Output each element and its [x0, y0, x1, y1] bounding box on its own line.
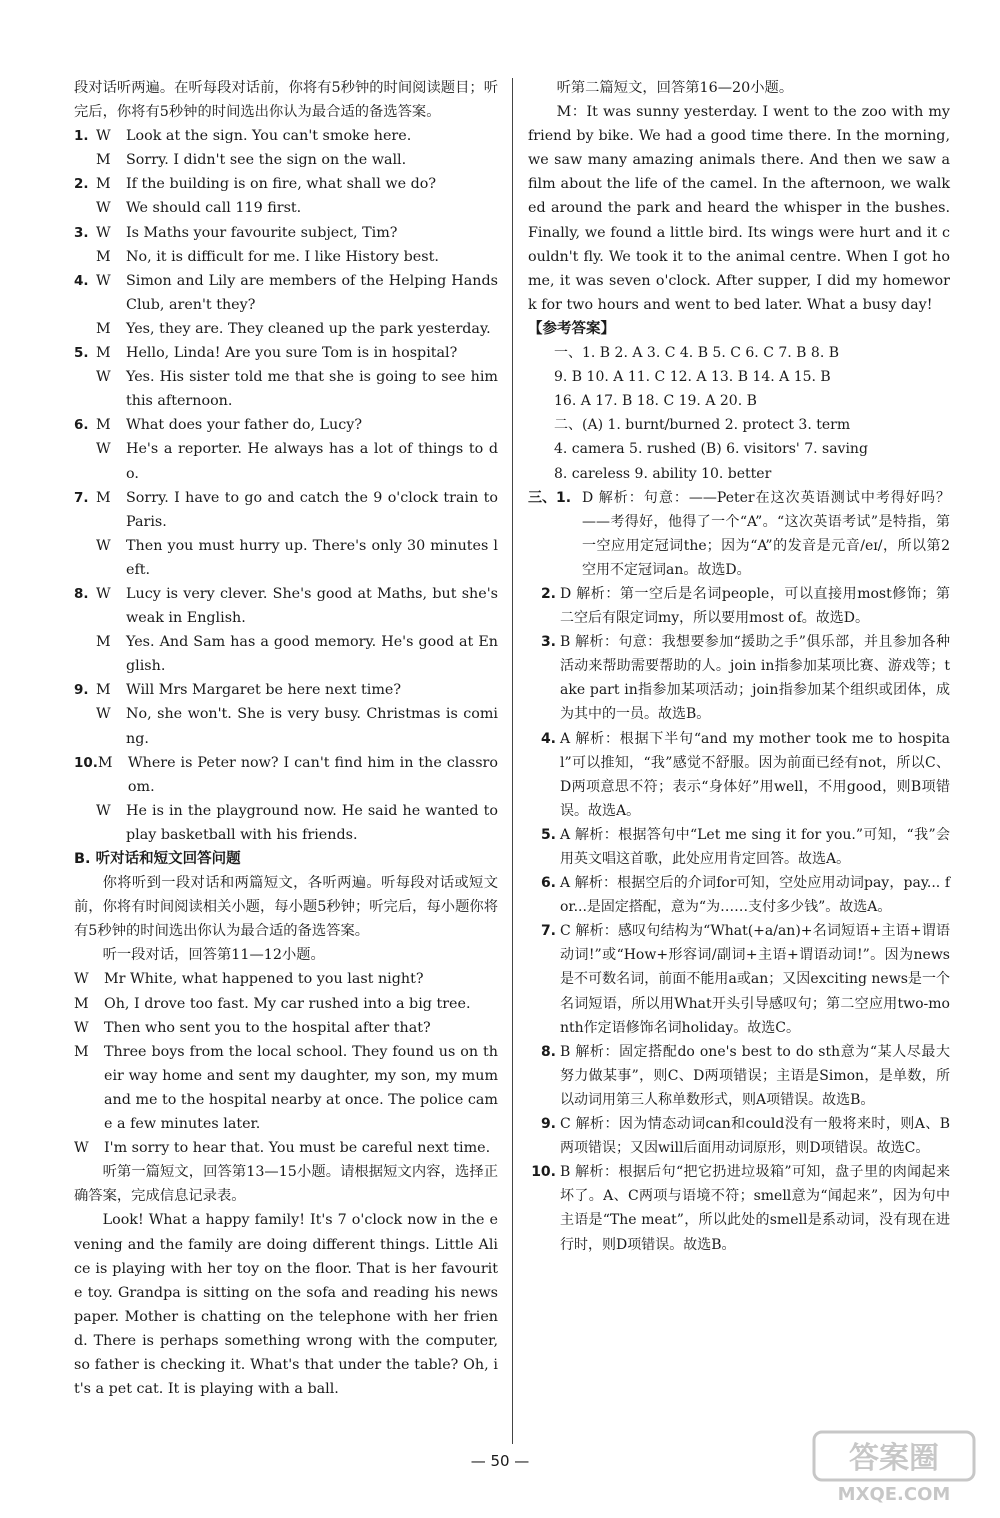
- section-b-instructions: 你将听到一段对话和两篇短文，各听两遍。听每段对话或短文前，你将有时间阅读相关小题，每小题5秒钟；听完后，每小题你将有5秒钟的时间选出你认为最合适的备选答案。: [74, 875, 498, 940]
- utterance: No, it is difficult for me. I like History best.: [126, 248, 439, 265]
- speaker: M: [97, 754, 113, 771]
- explanation-text: C 解析：因为情态动词can和could没有一般将来时，则A、B两项错误；又因will后面用动词原形，则D项错误。故选C。: [560, 1116, 950, 1157]
- dialogue-indent: [74, 148, 96, 172]
- explanation-text: B 解析：根据后句“把它扔进垃圾箱”可知，盘子里的肉闻起来坏了。A、C两项与语境不符；smell意为“闻起来”，因为句中主语是“The meat”，所以此处的smell是系动词，没有现在进行时，则D项错误。故选B。: [560, 1164, 950, 1253]
- dialogue-number: 9.: [74, 682, 89, 699]
- utterance: Then you must hurry up. There's only 30 minutes left.: [126, 537, 498, 578]
- explanation-number: 8.: [540, 1043, 556, 1060]
- dialogue-number: 6.: [74, 417, 89, 434]
- page-number: — 50 —: [470, 1452, 530, 1470]
- dialogue-number: 4.: [74, 272, 89, 289]
- utterance: We should call 119 first.: [126, 200, 302, 217]
- utterance: No, she won't. She is very busy. Christmas is coming.: [126, 706, 498, 747]
- answer-row: [528, 437, 950, 461]
- speaker: W: [96, 537, 111, 554]
- left-column: [74, 76, 498, 1401]
- dialogue-line: [74, 172, 498, 196]
- explanation-number: 6.: [540, 875, 556, 892]
- explanation-number: 2.: [540, 585, 556, 602]
- dialogue-number: 5.: [74, 345, 89, 362]
- dialogue-line: [74, 365, 498, 413]
- answer-indent: [528, 389, 554, 413]
- section-3-lead: 三、: [528, 489, 556, 506]
- speaker: M: [96, 417, 111, 434]
- dialogue-line: [74, 124, 498, 148]
- explanation-item: [528, 919, 950, 1039]
- explanation-text: B 解析：句意：我想要参加“援助之手”俱乐部，并且参加各种活动来帮助需要帮助的人。join in指参加某项比赛、游戏等；take part in指参加某项活动；join指参加某个组织或团体，成为其中的一员。故选B。: [560, 634, 950, 723]
- dialogue-number: 7.: [74, 489, 89, 506]
- explanation-item: [528, 871, 950, 919]
- dialogue-indent: [74, 317, 96, 341]
- utterance: I'm sorry to hear that. You must be careful next time.: [104, 1140, 491, 1157]
- dialogue-line: [74, 317, 498, 341]
- speaker: M: [96, 345, 111, 362]
- speaker: M: [96, 152, 111, 169]
- dialogue-line: [74, 992, 498, 1016]
- speaker: M: [96, 176, 111, 193]
- explanation-text: A 解析：根据答句中“Let me sing it for you.”可知，“我”会用英文唱这首歌，此处应用肯定回答。故选A。: [560, 826, 950, 867]
- speaker: M: [74, 1043, 89, 1060]
- dialogue-indent: [74, 630, 96, 678]
- explanation-item: [528, 486, 950, 582]
- watermark-logo: [810, 1428, 978, 1506]
- utterance: Yes, they are. They cleaned up the park yesterday.: [126, 320, 491, 337]
- utterance: What does your father do, Lucy?: [126, 417, 362, 434]
- explanation-number: 7.: [540, 923, 556, 940]
- speaker: W: [96, 585, 111, 602]
- speaker: M: [96, 634, 111, 651]
- dialogue-indent: [74, 702, 96, 750]
- explanation-number: 5.: [540, 826, 556, 843]
- answer-indent: [528, 365, 554, 389]
- dialogue-number: 2.: [74, 176, 89, 193]
- explanation-item: [528, 823, 950, 871]
- speaker: M: [96, 489, 111, 506]
- explanation-number: 9.: [540, 1116, 556, 1133]
- dialogue-indent: [74, 245, 96, 269]
- speaker: M: [96, 248, 111, 265]
- speaker: W: [96, 369, 111, 386]
- utterance: Sorry. I have to go and catch the 9 o'clock train to Paris.: [126, 489, 498, 530]
- answer-text: 9. B 10. A 11. C 12. A 13. B 14. A 15. B: [554, 369, 831, 386]
- speaker: W: [96, 200, 111, 217]
- dialogue-line: [74, 486, 498, 534]
- dialogue-line: [74, 799, 498, 847]
- answer-text: 16. A 17. B 18. C 19. A 20. B: [554, 393, 757, 410]
- dialogue-line: [74, 967, 498, 991]
- passage-1-intro: 听第一篇短文，回答第13—15小题。请根据短文内容，选择正确答案，完成信息记录表。: [74, 1164, 498, 1205]
- utterance: Oh, I drove too fast. My car rushed into a big tree.: [104, 995, 471, 1012]
- answer-row: [528, 341, 950, 365]
- passage-2-intro: 听第二篇短文，回答第16—20小题。: [556, 80, 794, 96]
- dialogue-line: [74, 630, 498, 678]
- explanation-number: 3.: [540, 634, 556, 651]
- answer-indent: [528, 341, 554, 365]
- explanation-item: [528, 582, 950, 630]
- dialogue-number: 3.: [74, 224, 89, 241]
- dialogue-line: [74, 678, 498, 702]
- dialogue-indent: [74, 365, 96, 413]
- answer-text: 一、1. B 2. A 3. C 4. B 5. C 6. C 7. B 8. B: [554, 345, 840, 362]
- answer-text: 8. careless 9. ability 10. better: [554, 465, 772, 482]
- dialogue-line: [74, 1136, 498, 1160]
- answer-row: [528, 462, 950, 486]
- right-column: [528, 76, 950, 1257]
- utterance: Mr White, what happened to you last night?: [104, 971, 424, 988]
- dialogue-line: [74, 534, 498, 582]
- dialogue-line: [74, 269, 498, 317]
- dialogue-number: 1.: [74, 128, 89, 145]
- dialogue-indent: [74, 534, 96, 582]
- utterance: Will Mrs Margaret be here next time?: [126, 682, 402, 699]
- utterance: Then who sent you to the hospital after that?: [104, 1019, 431, 1036]
- speaker: W: [96, 802, 111, 819]
- answer-row: [528, 413, 950, 437]
- explanation-item: [528, 630, 950, 726]
- speaker: W: [74, 971, 89, 988]
- explanation-text: D 解析：第一空后是名词people，可以直接用most修饰；第二空后有限定词my，所以要用most of。故选D。: [560, 585, 950, 627]
- dialogue-line: [74, 148, 498, 172]
- dialogue-list: [74, 124, 498, 847]
- dialogue-line: [74, 1040, 498, 1136]
- speaker: M: [96, 682, 111, 699]
- answer-row: [528, 365, 950, 389]
- answers-section-3: [528, 486, 950, 1257]
- utterance: Where is Peter now? I can't find him in the classroom.: [127, 754, 498, 795]
- explanation-text: A 解析：根据下半句“and my mother took me to hospital”可以推知，“我”感觉不舒服。因为前面已经有not，所以C、D两项意思不符；表示“身体好”用well，不用good，则B项错误。故选A。: [560, 730, 950, 819]
- dialogue-line: [74, 437, 498, 485]
- passage-2-text: M：It was sunny yesterday. I went to the zoo with my friend by bike. We had a good time there. In the morning, we saw many amazing animals there. And then we saw a film about the life of the camel. In the afternoon, we walked around the park and heard the whisper in the bushes. Finally, we found a little bird. Its wings were hurt and it couldn't fly. We took it to the animal centre. When I got home, it was seven o'clock. After supper, I did my homework for two hours and went to bed later. What a busy day!: [528, 104, 950, 313]
- utterance: Sorry. I didn't see the sign on the wall.: [126, 152, 407, 169]
- utterance: Yes. His sister told me that she is going to see him this afternoon.: [126, 369, 498, 410]
- utterance: Lucy is very clever. She's good at Maths, but she's weak in English.: [126, 585, 498, 627]
- dialogue-line: [74, 245, 498, 269]
- dialogue-line: [74, 1016, 498, 1040]
- dialogue-line: [74, 413, 498, 437]
- speaker: W: [96, 441, 111, 458]
- explanation-text: B 解析：固定搭配do one's best to do sth意为“某人尽最大努力做某事”，则C、D两项错误；主语是Simon，是单数，所以动词用第三人称单数形式，则A项错误。故选B。: [560, 1043, 950, 1108]
- dialogue-line: [74, 582, 498, 630]
- answers-section-1: [528, 341, 950, 413]
- speaker: M: [74, 995, 89, 1012]
- dialogue-line: [74, 196, 498, 220]
- explanation-text: D 解析：句意：——Peter在这次英语测试中考得好吗？——考得好，他得了一个“A”。“这次英语考试”是特指，第一空应用定冠词the；因为“A”的发音是元音/eɪ/，所以第2空用不定冠词an。故选D。: [582, 489, 950, 578]
- utterance: Look at the sign. You can't smoke here.: [126, 128, 412, 145]
- answers-section-2: [528, 413, 950, 485]
- dialogue-line: [74, 751, 498, 799]
- speaker: M: [96, 320, 111, 337]
- watermark-text: 答案圈: [849, 1441, 939, 1476]
- explanation-number: 4.: [540, 730, 556, 747]
- column-divider: [512, 78, 513, 1444]
- explanation-item: [528, 1160, 950, 1256]
- answers-title: 【参考答案】: [528, 320, 615, 337]
- utterance: Three boys from the local school. They found us on their way home and sent my daughter, my son, my mum and me to the hospital nearby at once. The police came a few minutes later.: [104, 1043, 498, 1133]
- dialogue-b-intro: 听一段对话，回答第11—12小题。: [102, 947, 325, 964]
- utterance: Is Maths your favourite subject, Tim?: [126, 224, 398, 241]
- dialogue-indent: [74, 799, 96, 847]
- dialogue-line: [74, 702, 498, 750]
- passage-1-text: Look! What a happy family! It's 7 o'clock now in the evening and the family are doing different things. Little Alice is playing with her toy on the floor. That is her favourite toy. Grandpa is sitting on the sofa and reading his newspaper. Mother is chatting on the telephone with her friend. There is perhaps something wrong with the computer, so father is checking it. What's that under the table? Oh, it's a pet cat. It is playing with a ball.: [74, 1212, 498, 1398]
- utterance: Yes. And Sam has a good memory. He's good at English.: [126, 634, 498, 675]
- explanation-number: 10.: [531, 1164, 556, 1181]
- dialogue-number: 8.: [74, 585, 89, 602]
- answer-indent: [528, 462, 554, 486]
- explanation-item: [528, 1112, 950, 1160]
- speaker: W: [96, 272, 111, 289]
- explanation-item: [528, 1040, 950, 1112]
- utterance: If the building is on fire, what shall we do?: [126, 176, 436, 193]
- dialogue-number: 10.: [74, 754, 98, 771]
- explanation-text: A 解析：根据空后的介词for可知，空处应用动词pay，pay... for...是固定搭配，意为“为……支付多少钱”。故选A。: [560, 875, 950, 916]
- utterance: He is in the playground now. He said he wanted to play basketball with his friends.: [126, 802, 498, 843]
- speaker: W: [74, 1019, 89, 1036]
- utterance: He's a reporter. He always has a lot of things to do.: [126, 441, 498, 482]
- dialogue-indent: [74, 196, 96, 220]
- answer-text: 4. camera 5. rushed (B) 6. visitors' 7. saving: [554, 441, 868, 458]
- answer-indent: [528, 413, 554, 437]
- speaker: W: [96, 224, 111, 241]
- explanation-number: 1.: [556, 489, 572, 506]
- explanation-text: C 解析：感叹句结构为“What(+a/an)+名词短语+主语+谓语动词!”或“How+形容词/副词+主语+谓语动词!”。因为news是不可数名词，前面不能用a或an；又因exciting news是一个名词短语，所以用What开头引导感叹句；第二空应用two-month作定语修饰名词holiday。故选C。: [560, 923, 950, 1036]
- answer-indent: [528, 437, 554, 461]
- speaker: W: [74, 1140, 89, 1157]
- listening-instructions: 段对话听两遍。在听每段对话前，你将有5秒钟的时间阅读题目；听完后，你将有5秒钟的时间选出你认为最合适的备选答案。: [74, 80, 498, 121]
- speaker: W: [96, 706, 111, 723]
- explanation-item: [528, 727, 950, 823]
- utterance: Hello, Linda! Are you sure Tom is in hospital?: [126, 345, 458, 362]
- answer-text: 二、(A) 1. burnt/burned 2. protect 3. term: [554, 417, 851, 434]
- speaker: W: [96, 128, 111, 145]
- dialogue-line: [74, 221, 498, 245]
- dialogue-line: [74, 341, 498, 365]
- section-b-title: B. 听对话和短文回答问题: [74, 851, 241, 867]
- dialogue-indent: [74, 437, 96, 485]
- watermark-domain: MXQE.COM: [837, 1484, 951, 1505]
- answer-row: [528, 389, 950, 413]
- dialogue-b: [74, 967, 498, 1160]
- utterance: Simon and Lily are members of the Helping Hands Club, aren't they?: [126, 272, 498, 313]
